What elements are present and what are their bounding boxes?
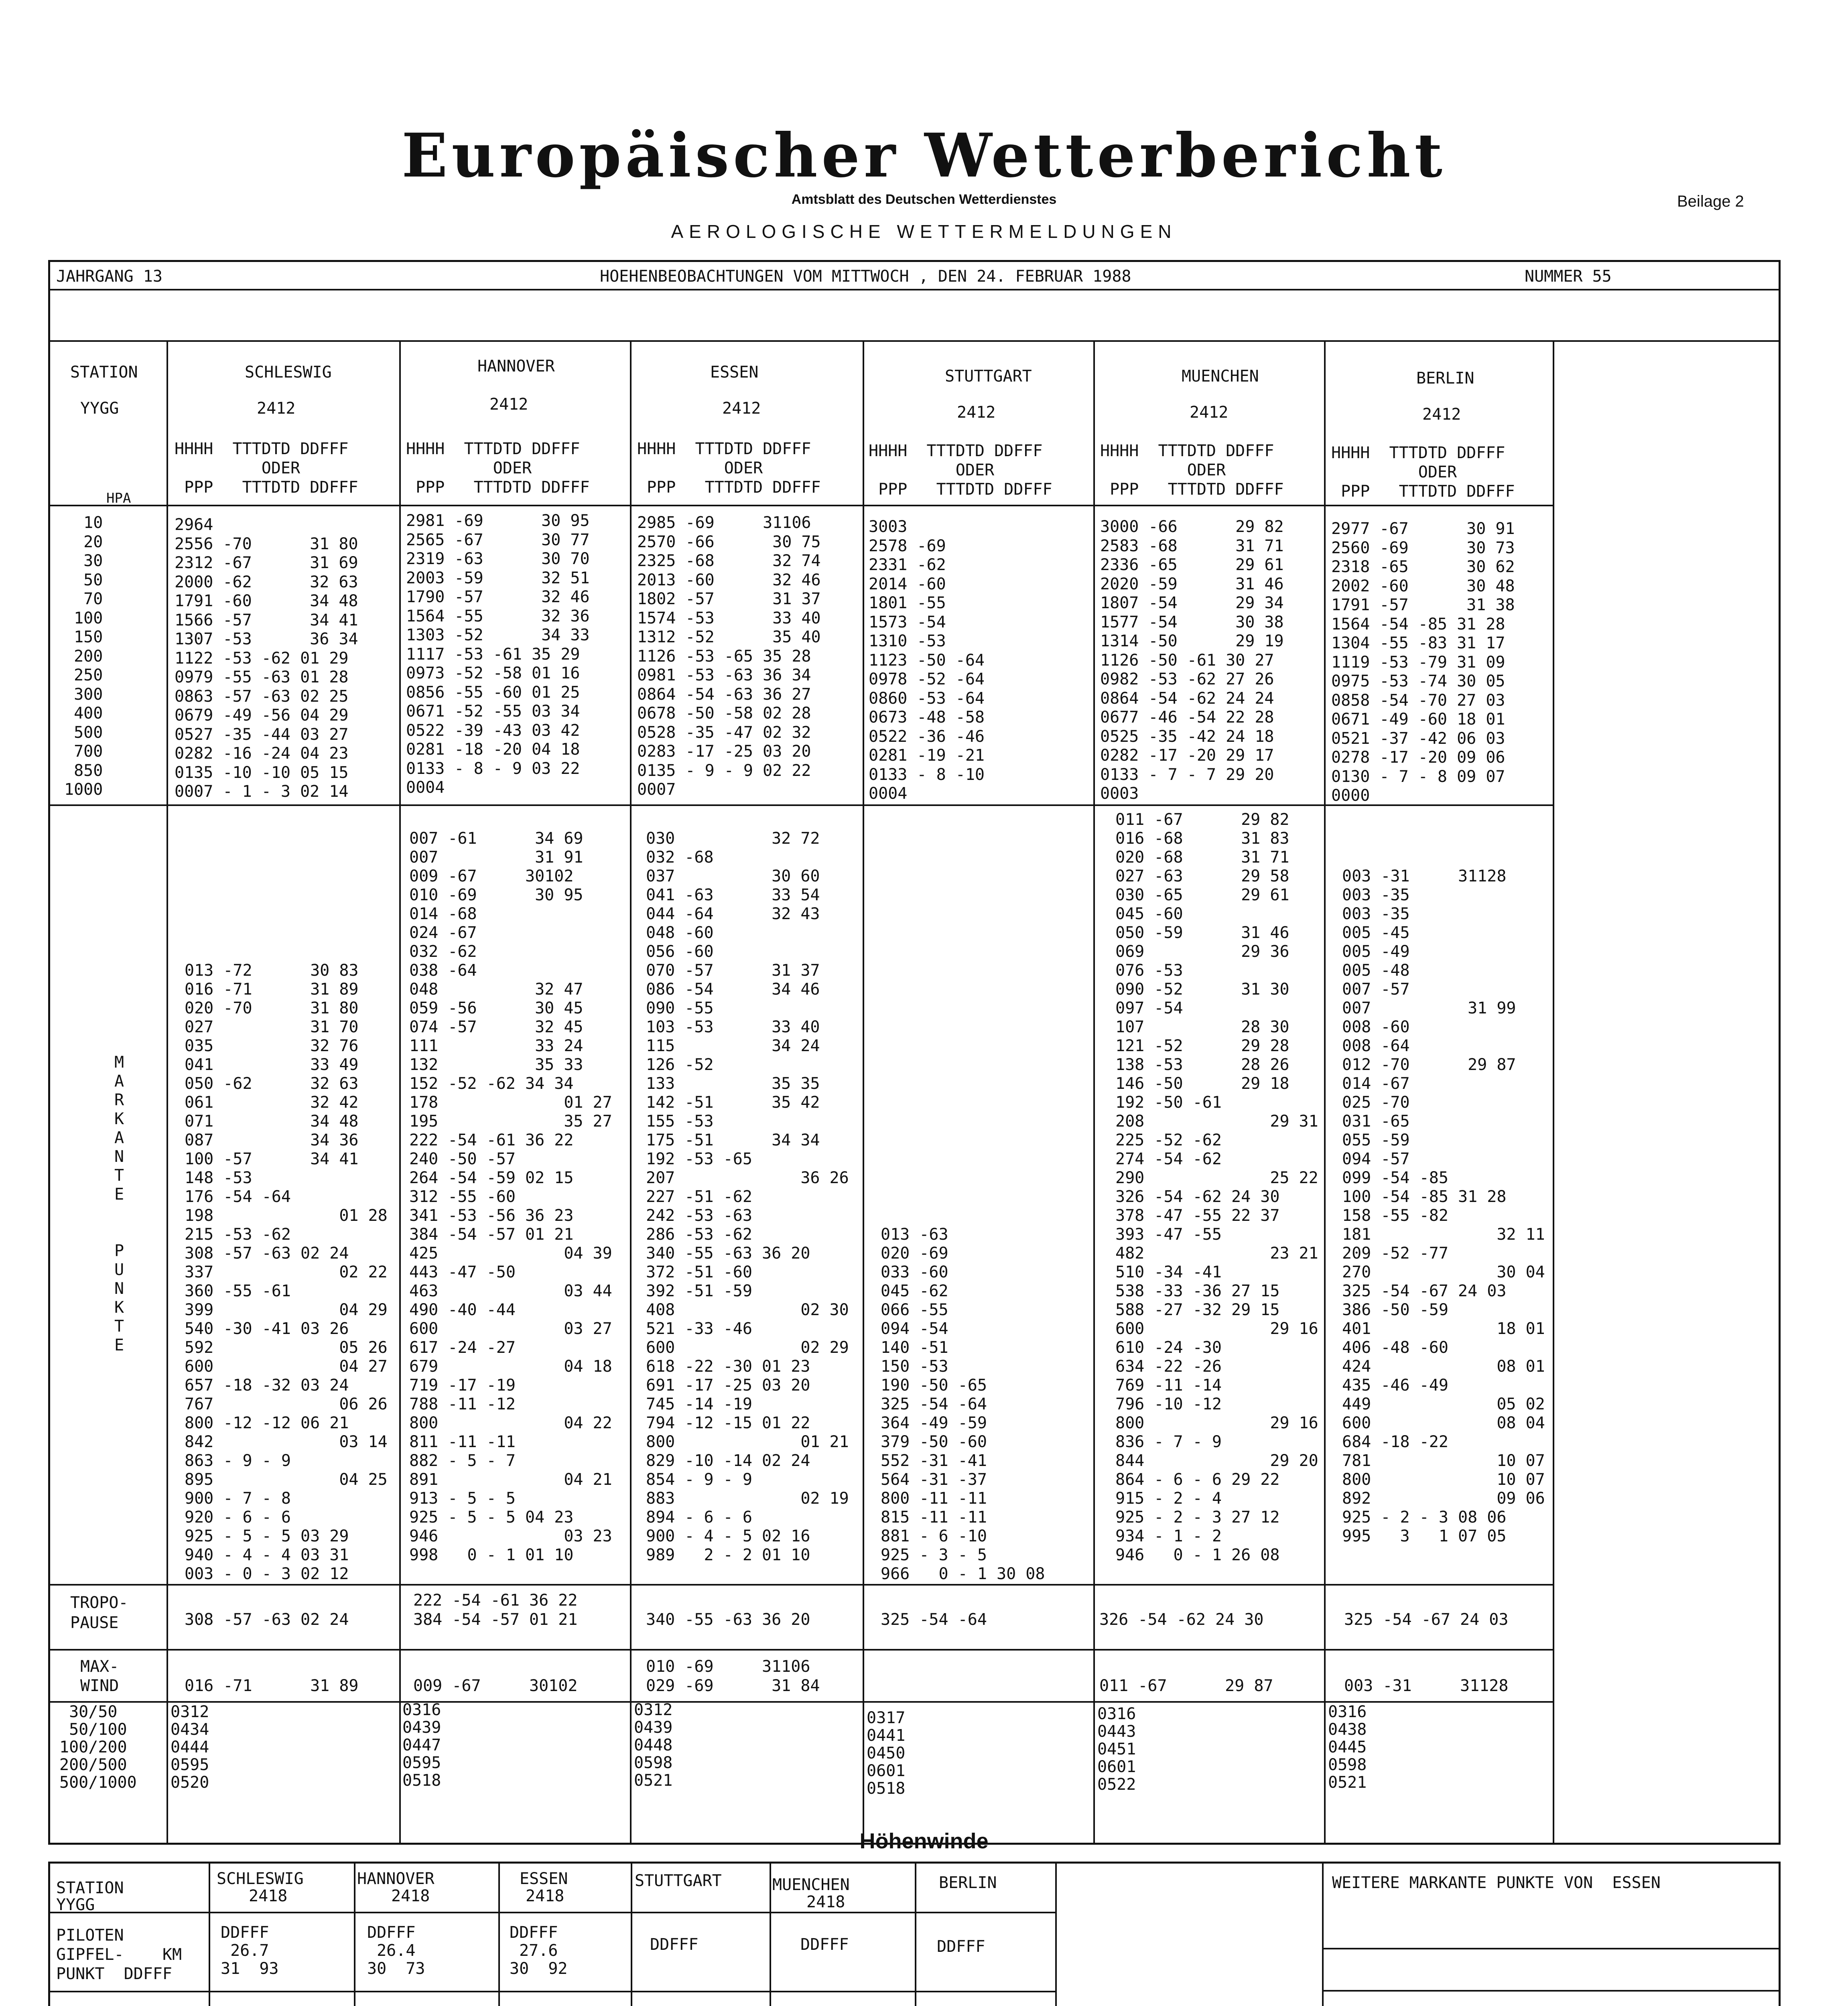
pilot-summit-schleswig: DDFFF 26.7 31 93 — [221, 1923, 279, 1978]
divider — [167, 340, 168, 1845]
maxwind-schleswig: 016 -71 31 89 — [185, 1677, 359, 1695]
significant-points-schleswig: 013 -72 30 83 016 -71 31 89 020 -70 31 80 027 31 70 035 32 76 041 33 49 050 -62 32 63 061 32 42 071 34 48 087 34 36 100 -57 34 41 148 -53 176 -54 -64 198 01 28 215 -53 -62 308 -57 -63 02 24 337 02 22 360 -55 -61 399 04 29 540 -30 -41 03 26 592 05 26 600 04 27 657 -18 -32 03 24 767 06 26 800 -12 -12 06 21 842 03 14 863 - 9 - 9 895 04 25 900 - 7 - 8 920 - 6 - 6 925 - 5 - 5 03 29 940 - 4 - 4 03 31 003 - 0 - 3 02 12 — [185, 961, 388, 1583]
wind-station-essen: ESSEN — [520, 1870, 568, 1888]
station-yygg-label: STATION YYGG — [56, 1879, 124, 1914]
station-name-hannover: HANNOVER — [477, 357, 555, 376]
thickness-hannover: 0316 0439 0447 0595 0518 — [402, 1701, 441, 1790]
divider — [1324, 340, 1326, 1845]
divider — [48, 1701, 1553, 1703]
tropopause-essen: 340 -55 -63 36 20 — [646, 1610, 810, 1629]
significant-points-essen: 030 32 72 032 -68 037 30 60 041 -63 33 54 044 -64 32 43 048 -60 056 -60 070 -57 31 37 086 -54 34 46 090 -55 103 -53 33 40 115 34 24 126 -52 133 35 35 142 -51 35 42 155 -53 175 -51 34 34 192 -53 -65 207 36 26 227 -51 -62 242 -53 -63 286 -53 -62 340 -55 -63 36 20 372 -51 -60 392 -51 -59 408 02 30 521 -33 -46 600 02 29 618 -22 -30 01 23 691 -17 -25 03 20 745 -14 -19 794 -12 -15 01 22 800 01 21 829 -10 -14 02 24 854 - 9 - 9 883 02 19 894 - 6 - 6 900 - 4 - 5 02 16 989 2 - 2 01 10 — [646, 829, 849, 1564]
thickness-berlin: 0316 0438 0445 0598 0521 — [1328, 1703, 1367, 1792]
divider — [498, 1862, 500, 2006]
wind-yygg-muenchen: 2418 — [806, 1893, 845, 1911]
column-header: HHHH TTTDTD DDFFF ODER PPP TTTDTD DDFFF — [869, 442, 1052, 499]
divider — [48, 340, 1781, 342]
divider — [1553, 340, 1554, 1845]
observation-date: HOEHENBEOBACHTUNGEN VOM MITTWOCH , DEN 24. FEBRUAR 1988 — [600, 267, 1131, 286]
yygg-label: YYGG — [80, 399, 119, 418]
divider — [354, 1862, 355, 2006]
divider — [1322, 1862, 1324, 2006]
thickness-muenchen: 0316 0443 0451 0601 0522 — [1097, 1705, 1136, 1794]
station-name-essen: ESSEN — [710, 363, 759, 382]
pilot-summit-berlin: DDFFF — [937, 1937, 985, 1956]
tropopause-schleswig: 308 -57 -63 02 24 — [185, 1610, 349, 1629]
station-name-berlin: BERLIN — [1416, 369, 1474, 388]
pressure-levels: 10 20 30 50 70 100 150 200 250 300 400 500 700 850 1000 — [64, 514, 103, 799]
maxwind-essen: 010 -69 31106 029 -69 31 84 — [646, 1657, 820, 1695]
tropopause-hannover: 222 -54 -61 36 22 384 -54 -57 01 21 — [413, 1591, 578, 1629]
divider — [1093, 340, 1095, 1845]
divider — [1055, 1862, 1057, 2006]
markante-punkte-label: M A R K A N T E P U N K T E — [114, 1053, 124, 1354]
divider — [630, 340, 632, 1845]
divider — [48, 505, 1553, 506]
standard-levels-schleswig: 2964 2556 -70 31 80 2312 -67 31 69 2000 -62 32 63 1791 -60 34 48 1566 -57 34 41 1307 -53 36 34 1122 -53 -62 01 29 0979 -55 -63 01 28 0863 -57 -63 02 25 0679 -49 -56 04 29 0527 -35 -44 03 27 0282 -16 -24 04 23 0135 -10 -10 05 15 0007 - 1 - 3 02 14 — [175, 516, 358, 801]
piloten-label: PILOTEN GIPFEL- KM PUNKT DDFFF — [56, 1926, 182, 1983]
wind-yygg-schleswig: 2418 — [249, 1887, 288, 1905]
pilot-summit-stuttgart: DDFFF — [650, 1935, 699, 1954]
station-yygg-berlin: 2412 — [1422, 405, 1461, 424]
station-yygg-essen: 2412 — [722, 399, 761, 418]
standard-levels-muenchen: 3000 -66 29 82 2583 -68 31 71 2336 -65 29 61 2020 -59 31 46 1807 -54 29 34 1577 -54 30 38 1314 -50 29 19 1126 -50 -61 30 27 0982 -53 -62 27 26 0864 -54 -62 24 24 0677 -46 -54 22 28 0525 -35 -42 24 18 0282 -17 -20 29 17 0133 - 7 - 7 29 20 0003 — [1100, 518, 1284, 803]
station-label: STATION — [70, 363, 138, 382]
pilot-summit-muenchen: DDFFF — [800, 1935, 849, 1954]
newspaper-title: Europäischer Wetterbericht — [402, 120, 1446, 191]
divider — [48, 1584, 1553, 1586]
thickness-label: 30/50 50/100 100/200 200/500 500/1000 — [59, 1703, 137, 1792]
tropopause-muenchen: 326 -54 -62 24 30 — [1099, 1610, 1264, 1629]
maxwind-hannover: 009 -67 30102 — [413, 1677, 578, 1695]
divider — [209, 1862, 210, 2006]
wind-yygg-hannover: 2418 — [391, 1887, 430, 1905]
significant-points-hannover: 007 -61 34 69 007 31 91 009 -67 30102 010 -69 30 95 014 -68 024 -67 032 -62 038 -64 048 32 47 059 -56 30 45 074 -57 32 45 111 33 24 132 35 33 152 -52 -62 34 34 178 01 27 195 35 27 222 -54 -61 36 22 240 -50 -57 264 -54 -59 02 15 312 -55 -60 341 -53 -56 36 23 384 -54 -57 01 21 425 04 39 443 -47 -50 463 03 44 490 -40 -44 600 03 27 617 -24 -27 679 04 18 719 -17 -19 788 -11 -12 800 04 22 811 -11 -11 882 - 5 - 7 891 04 21 913 - 5 - 5 925 - 5 - 5 04 23 946 03 23 998 0 - 1 01 10 — [409, 829, 612, 1564]
station-yygg-hannover: 2412 — [489, 395, 528, 414]
wind-station-stuttgart: STUTTGART — [635, 1872, 722, 1890]
divider — [48, 1649, 1553, 1651]
column-header: HHHH TTTDTD DDFFF ODER PPP TTTDTD DDFFF — [637, 440, 821, 497]
divider — [631, 1862, 632, 2006]
divider — [770, 1862, 771, 2006]
divider — [399, 340, 401, 1845]
station-yygg-stuttgart: 2412 — [957, 403, 996, 422]
thickness-essen: 0312 0439 0448 0598 0521 — [634, 1701, 673, 1790]
station-name-muenchen: MUENCHEN — [1182, 367, 1259, 386]
divider — [863, 340, 864, 1845]
significant-points-muenchen: 011 -67 29 82 016 -68 31 83 020 -68 31 71 027 -63 29 58 030 -65 29 61 045 -60 050 -59 31 46 069 29 36 076 -53 090 -52 31 30 097 -54 107 28 30 121 -52 29 28 138 -53 28 26 146 -50 29 18 192 -50 -61 208 29 31 225 -52 -62 274 -54 -62 290 25 22 326 -54 -62 24 30 378 -47 -55 22 37 393 -47 -55 482 23 21 510 -34 -41 538 -33 -36 27 15 588 -27 -32 29 15 600 29 16 610 -24 -30 634 -22 -26 769 -11 -14 796 -10 -12 800 29 16 836 - 7 - 9 844 29 20 864 - 6 - 6 29 22 915 - 2 - 4 925 - 2 - 3 27 12 934 - 1 - 2 946 0 - 1 26 08 — [1115, 810, 1318, 1564]
tropopause-stuttgart: 325 -54 -64 — [881, 1610, 987, 1629]
wind-station-hannover: HANNOVER — [357, 1870, 435, 1888]
pilot-summit-hannover: DDFFF 26.4 30 73 — [367, 1923, 425, 1978]
wind-station-muenchen: MUENCHEN — [772, 1876, 850, 1894]
supplement-label: Beilage 2 — [1677, 193, 1744, 210]
issue-number: NUMMER 55 — [1525, 267, 1612, 286]
maxwind-muenchen: 011 -67 29 87 — [1099, 1677, 1273, 1695]
station-yygg-schleswig: 2412 — [257, 399, 296, 418]
standard-levels-hannover: 2981 -69 30 95 2565 -67 30 77 2319 -63 30 70 2003 -59 32 51 1790 -57 32 46 1564 -55 32 36 1303 -52 34 33 1117 -53 -61 35 29 0973 -52 -58 01 16 0856 -55 -60 01 25 0671 -52 -55 03 34 0522 -39 -43 03 42 0281 -18 -20 04 18 0133 - 8 - 9 03 22 0004 — [406, 512, 590, 797]
station-yygg-muenchen: 2412 — [1190, 403, 1229, 422]
divider — [1322, 1948, 1781, 1949]
divider — [48, 804, 1553, 806]
thickness-schleswig: 0312 0434 0444 0595 0520 — [171, 1703, 209, 1792]
column-header: HHHH TTTDTD DDFFF ODER PPP TTTDTD DDFFF — [1331, 444, 1515, 501]
station-name-stuttgart: STUTTGART — [945, 367, 1032, 386]
significant-points-berlin: 003 -31 31128 003 -35 003 -35 005 -45 005 -49 005 -48 007 -57 007 31 99 008 -60 008 -64 012 -70 29 87 014 -67 025 -70 031 -65 055 -59 094 -57 099 -54 -85 100 -54 -85 31 28 158 -55 -82 181 32 11 209 -52 -77 270 30 04 325 -54 -67 24 03 386 -50 -59 401 18 01 406 -48 -60 424 08 01 435 -46 -49 449 05 02 600 08 04 684 -18 -22 781 10 07 800 10 07 892 09 06 925 - 2 - 3 08 06 995 3 1 07 05 — [1342, 867, 1545, 1545]
maxwind-berlin: 003 -31 31128 — [1344, 1677, 1509, 1695]
divider — [48, 1912, 1055, 1913]
divider — [48, 1991, 1055, 1992]
upper-winds-title: Höhenwinde — [859, 1829, 989, 1853]
volume-number: JAHRGANG 13 — [56, 267, 162, 286]
wind-station-berlin: BERLIN — [939, 1874, 997, 1892]
section-title: AEROLOGISCHE WETTERMELDUNGEN — [671, 221, 1177, 242]
standard-levels-essen: 2985 -69 31106 2570 -66 30 75 2325 -68 32 74 2013 -60 32 46 1802 -57 31 37 1574 -53 33 40 1312 -52 35 40 1126 -53 -65 35 28 0981 -53 -63 36 34 0864 -54 -63 36 27 0678 -50 -58 02 28 0528 -35 -47 02 32 0283 -17 -25 03 20 0135 - 9 - 9 02 22 0007 — [637, 514, 821, 799]
publisher-line: Amtsblatt des Deutschen Wetterdienstes — [791, 192, 1057, 207]
standard-levels-berlin: 2977 -67 30 91 2560 -69 30 73 2318 -65 30 62 2002 -60 30 48 1791 -57 31 38 1564 -54 -85 31 28 1304 -55 -83 31 17 1119 -53 -79 31 09 0975 -53 -74 30 05 0858 -54 -70 27 03 0671 -49 -60 18 01 0521 -37 -42 06 03 0278 -17 -20 09 06 0130 - 7 - 8 09 07 0000 — [1331, 520, 1515, 805]
weitere-markante-title: WEITERE MARKANTE PUNKTE VON ESSEN — [1332, 1874, 1661, 1892]
column-header: HHHH TTTDTD DDFFF ODER PPP TTTDTD DDFFF — [406, 440, 590, 497]
maxwind-label: MAX- WIND — [80, 1657, 119, 1695]
tropopause-berlin: 325 -54 -67 24 03 — [1344, 1610, 1509, 1629]
divider — [48, 289, 1781, 290]
pilot-summit-essen: DDFFF 27.6 30 92 — [510, 1923, 568, 1978]
divider — [915, 1862, 916, 2006]
wind-yygg-essen: 2418 — [526, 1887, 565, 1905]
station-name-schleswig: SCHLESWIG — [245, 363, 332, 382]
thickness-stuttgart: 0317 0441 0450 0601 0518 — [867, 1709, 906, 1798]
standard-levels-stuttgart: 3003 2578 -69 2331 -62 2014 -60 1801 -55 1573 -54 1310 -53 1123 -50 -64 0978 -52 -64 0860 -53 -64 0673 -48 -58 0522 -36 -46 0281 -19 -21 0133 - 8 -10 0004 — [869, 518, 985, 803]
column-header: HHHH TTTDTD DDFFF ODER PPP TTTDTD DDFFF — [1100, 442, 1284, 499]
significant-points-stuttgart: 013 -63 020 -69 033 -60 045 -62 066 -55 094 -54 140 -51 150 -53 190 -50 -65 325 -54 -64 364 -49 -59 379 -50 -60 552 -31 -41 564 -31 -37 800 -11 -11 815 -11 -11 881 - 6 -10 925 - 3 - 5 966 0 - 1 30 08 — [881, 1225, 1045, 1583]
hpa-label: HPA — [106, 490, 131, 506]
divider — [1322, 1990, 1781, 1992]
column-header: HHHH TTTDTD DDFFF ODER PPP TTTDTD DDFFF — [175, 440, 358, 497]
wind-station-schleswig: SCHLESWIG — [217, 1870, 304, 1888]
tropopause-label: TROPO- PAUSE — [70, 1594, 128, 1632]
